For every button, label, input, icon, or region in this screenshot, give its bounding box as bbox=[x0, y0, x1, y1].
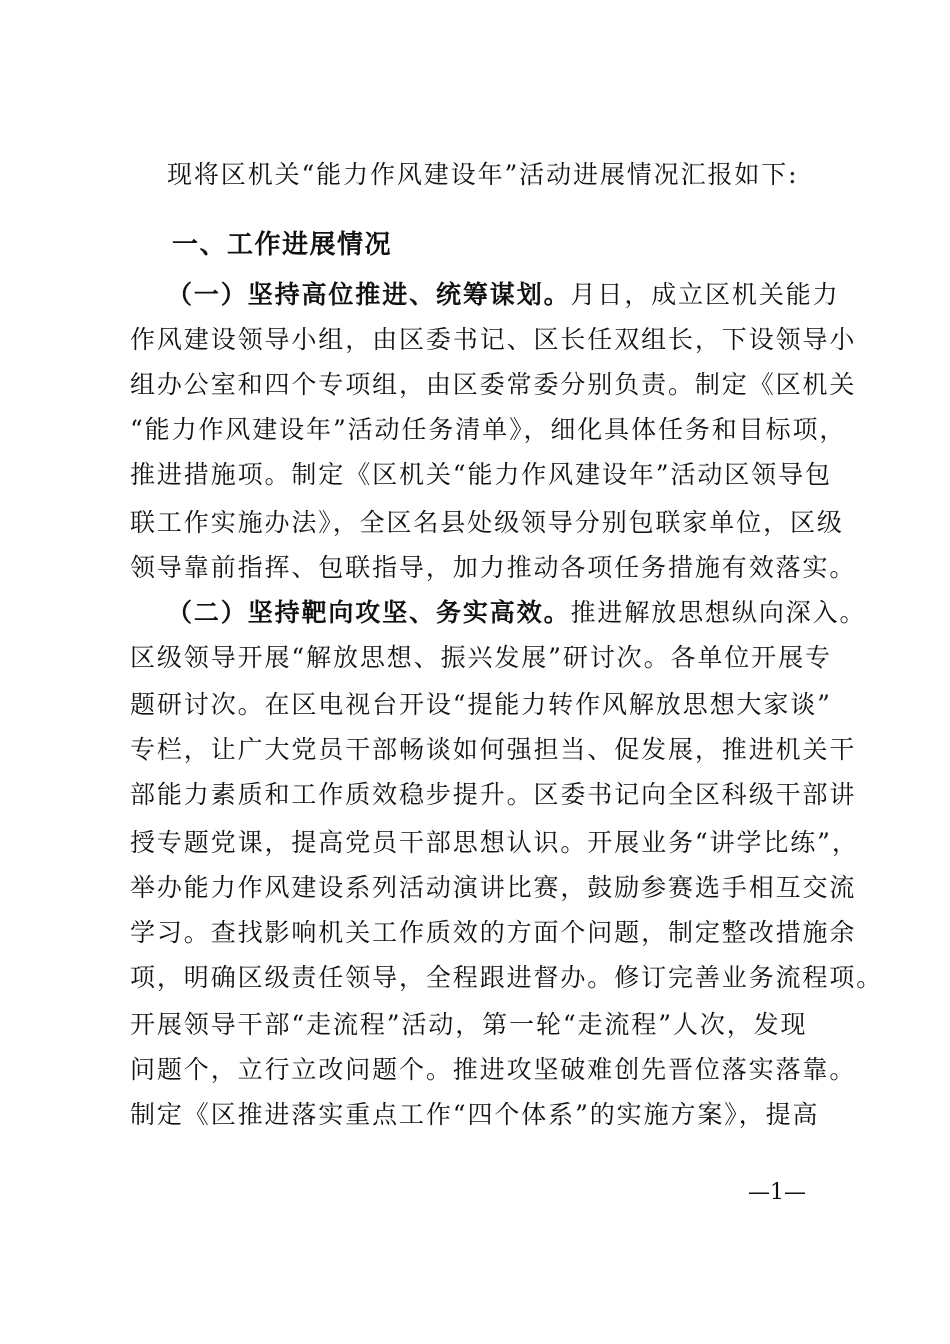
paragraph-2-text: 推进解放思想纵向深入。 bbox=[570, 598, 867, 627]
paragraph-1-line: “能力作风建设年”活动任务清单》，细化具体任务和目标项， bbox=[130, 415, 847, 444]
paragraph-1-first-line bbox=[167, 280, 887, 310]
paragraph-2-line: 学习。查找影响机关工作质效的方面个问题，制定整改措施余 bbox=[130, 918, 857, 947]
paragraph-2-line: 开展领导干部“走流程”活动，第一轮“走流程”人次，发现 bbox=[130, 1010, 808, 1039]
intro-line: 现将区机关“能力作风建设年”活动进展情况汇报如下: bbox=[167, 160, 799, 189]
paragraph-1-line: 组办公室和四个专项组，由区委常委分别负责。制定《区机关 bbox=[130, 370, 857, 399]
paragraph-2-line: 项，明确区级责任领导，全程跟进督办。修订完善业务流程项。 bbox=[130, 963, 884, 992]
paragraph-2-line: 专栏，让广大党员干部畅谈如何强担当、促发展，推进机关干 bbox=[130, 735, 857, 764]
paragraph-1-line: 领导靠前指挥、包联指导，加力推动各项任务措施有效落实。 bbox=[130, 553, 857, 582]
paragraph-2-line: 授专题党课，提高党员干部思想认识。开展业务“讲学比练”， bbox=[130, 828, 859, 857]
paragraph-1-text: 月日，成立区机关能力 bbox=[570, 280, 840, 309]
paragraph-2-line: 问题个，立行立改问题个。推进攻坚破难创先晋位落实落靠。 bbox=[130, 1055, 857, 1084]
paragraph-1-lead: （一）坚持高位推进、统筹谋划。 bbox=[167, 280, 571, 309]
paragraph-1-line: 推进措施项。制定《区机关“能力作风建设年”活动区领导包 bbox=[130, 460, 832, 489]
paragraph-1-line: 作风建设领导小组，由区委书记、区长任双组长，下设领导小 bbox=[130, 325, 857, 354]
paragraph-2-line: 举办能力作风建设系列活动演讲比赛，鼓励参赛选手相互交流 bbox=[130, 873, 857, 902]
section-heading: 一、工作进展情况 bbox=[172, 230, 393, 260]
paragraph-2-lead: （二）坚持靶向攻坚、务实高效。 bbox=[167, 598, 571, 627]
paragraph-2-line: 制定《区推进落实重点工作“四个体系”的实施方案》，提高 bbox=[130, 1100, 820, 1129]
paragraph-2-line: 部能力素质和工作质效稳步提升。区委书记向全区科级干部讲 bbox=[130, 780, 857, 809]
paragraph-2-first-line bbox=[167, 598, 887, 628]
page-number: —1— bbox=[748, 1180, 806, 1205]
paragraph-2-line: 区级领导开展“解放思想、振兴发展”研讨次。各单位开展专 bbox=[130, 643, 832, 672]
paragraph-2-line: 题研讨次。在区电视台开设“提能力转作风解放思想大家谈” bbox=[130, 690, 832, 719]
paragraph-1-line: 联工作实施办法》，全区名县处级领导分别包联家单位，区级 bbox=[130, 508, 844, 537]
